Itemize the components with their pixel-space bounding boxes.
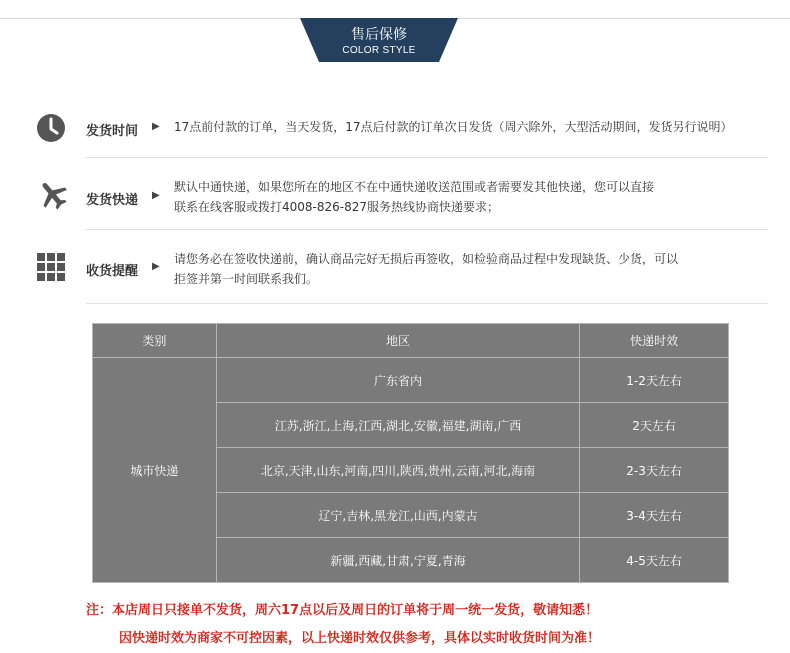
clock-icon <box>36 113 66 147</box>
section-banner <box>300 18 458 62</box>
triangle-right-icon: ▶ <box>152 261 160 272</box>
info-row-receipt <box>36 248 776 288</box>
row-divider <box>86 303 768 304</box>
info-text: 拒签并第一时间联系我们。 <box>174 272 319 286</box>
table-header-row <box>93 324 729 358</box>
region-cell: 广东省内 <box>216 358 579 403</box>
grid-icon <box>36 252 66 286</box>
time-cell: 2-3天左右 <box>580 448 729 493</box>
header-region: 地区 <box>216 324 579 358</box>
banner-subtitle: COLOR STYLE <box>342 45 416 56</box>
shipping-note: 注：本店周日只接单不发货，周六17点以后及周日的订单将于周一统一发货，敬请知悉！ <box>86 603 599 618</box>
row-divider <box>86 229 768 230</box>
time-cell: 2天左右 <box>580 403 729 448</box>
region-cell: 北京,天津,山东,河南,四川,陕西,贵州,云南,河北,海南 <box>216 448 579 493</box>
table-row <box>93 358 729 403</box>
triangle-right-icon: ▶ <box>152 121 160 132</box>
delivery-disclaimer: 因快递时效为商家不可控因素，以上快递时效仅供参考，具体以实时收货时间为准！ <box>119 631 601 646</box>
time-cell: 4-5天左右 <box>580 538 729 583</box>
info-label: 收货提醒 <box>86 264 139 279</box>
category-cell: 城市快递 <box>93 358 217 583</box>
info-row-ship-time <box>36 112 776 144</box>
shipping-time-table <box>92 323 729 583</box>
info-text: 联系在线客服或拨打4008-826-827服务热线协商快递要求； <box>174 200 500 214</box>
region-cell: 辽宁,吉林,黑龙江,山西,内蒙古 <box>216 493 579 538</box>
info-text: 17点前付款的订单，当天发货，17点后付款的订单次日发货（周六除外，大型活动期间，发货另行说明） <box>174 120 733 134</box>
header-delivery-time: 快递时效 <box>580 324 729 358</box>
info-label: 发货快递 <box>86 193 139 208</box>
banner-title: 售后保修 <box>351 27 407 43</box>
region-cell: 新疆,西藏,甘肃,宁夏,青海 <box>216 538 579 583</box>
info-text: 默认中通快递，如果您所在的地区不在中通快递收送范围或者需要发其他快递，您可以直接 <box>174 180 655 194</box>
info-text: 请您务必在签收快递前，确认商品完好无损后再签收，如检验商品过程中发现缺货、少货，可以 <box>174 252 679 266</box>
time-cell: 1-2天左右 <box>580 358 729 403</box>
triangle-right-icon: ▶ <box>152 190 160 201</box>
info-row-courier <box>36 176 776 216</box>
time-cell: 3-4天左右 <box>580 493 729 538</box>
header-category: 类别 <box>93 324 217 358</box>
airplane-icon <box>36 178 70 216</box>
region-cell: 江苏,浙江,上海,江西,湖北,安徽,福建,湖南,广西 <box>216 403 579 448</box>
row-divider <box>86 157 768 158</box>
info-label: 发货时间 <box>86 124 139 139</box>
